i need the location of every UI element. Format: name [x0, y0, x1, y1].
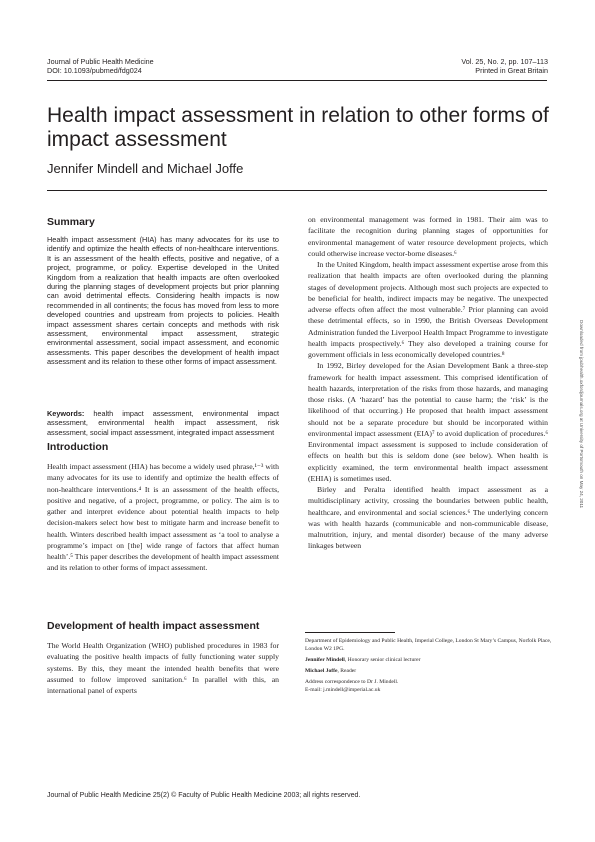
author1-name: Jennifer Mindell: [305, 657, 345, 663]
development-paragraph-1: The World Health Organization (WHO) published procedures in 1983 for evaluating the positive health impacts of fully functioning water supply systems. By this, they meant the intended health benefits that were assumed to follow improved sanitation.⁶ In parallel with this, an international panel of experts: [47, 641, 279, 695]
summary-heading: Summary: [47, 216, 95, 228]
download-side-note-text: Downloaded from jpubhealth.oxfordjournals.org at University of Portsmouth on May 24, 2011: [579, 320, 584, 509]
doi-text: DOI: 10.1093/pubmed/fdg024: [47, 66, 142, 75]
title-rule: [47, 190, 547, 191]
correspondence-text: Address correspondence to Dr J. Mindell.: [305, 679, 399, 685]
printed-info: Printed in Great Britain: [475, 66, 548, 75]
author1-line: [305, 656, 555, 664]
footnote-rule: [305, 632, 395, 633]
journal-name: Journal of Public Health Medicine: [47, 57, 154, 66]
download-side-note: [579, 320, 585, 509]
email-text: E-mail: j.mindell@imperial.ac.uk: [305, 687, 381, 693]
keywords-text: health impact assessment, environmental impact assessment, environmental health impact assessment, risk assessment, social impact assessment, integrated impact assessment: [47, 409, 279, 437]
author2-role: , Reader: [337, 668, 357, 674]
author-footnote: [305, 637, 555, 697]
author2-name: Michael Joffe: [305, 668, 338, 674]
page-footer: Journal of Public Health Medicine 25(2) © Faculty of Public Health Medicine 2003; all rights reserved.: [47, 792, 361, 799]
journal-header: [47, 57, 154, 75]
article-authors: Jennifer Mindell and Michael Joffe: [47, 161, 244, 176]
volume-info: Vol. 25, No. 2, pp. 107–113: [461, 57, 548, 66]
development-text-left: [47, 640, 279, 698]
affiliation-text: Department of Epidemiology and Public Health, Imperial College, London St Mary’s Campus, Norfolk Place, London W2 1PG.: [305, 638, 552, 652]
introduction-text: [47, 461, 279, 601]
introduction-paragraph: Health impact assessment (HIA) has become a widely used phrase,¹⁻³ with many advocates for its use to identify and optimize the health effects of non-healthcare interventions.⁴ It is an assessment of the health effects, positive and negative, of a project, programme, or policy. The aim is to gather and interpret evidence about potential health impacts to help decision-makers select how best to mitigate harm and increase benefit to health. Winters described health impact assessment as ‘a tool to analyse a programme’s impact on [the] wide range of factors that affect human health’.⁵ This paper describes the development of health impact assessment and its relation to other forms of impact assessment.: [47, 462, 279, 573]
development-paragraph-3: In 1992, Birley developed for the Asian Development Bank a three-step framework for health impact assessment. This comprised identification of health hazards, interpretation of the risks from those hazards, and managing those risks. (A ‘hazard’ has the potential to cause harm; the ‘risk’ is the likelihood of that occurring.) He proposed that health impact assessment should not be a separate procedure but should be incorporated within environmental impact assessment (EIA)⁷ to avoid duplication of procedures.⁶ Environmental impact assessment is supposed to include consideration of effects on health but this is seldom done (see below). When health is explicitly examined, the term environmental health impact assessment (EHIA) is sometimes used.: [308, 361, 548, 483]
keywords-label: Keywords:: [47, 409, 85, 418]
development-paragraph-4: Birley and Peralta identified health impact assessment as a multidisciplinary activity, crossing the boundaries between public health, healthcare, and environmental and social sciences.⁶ The underlying concern was with health hazards (communicable and non-communicable disease, malnutrition, injury, and mental disorder) because of the many adverse linkages between: [308, 485, 548, 551]
header-rule: [47, 80, 547, 81]
development-paragraph-1-continued: on environmental management was formed in 1981. Their aim was to facilitate the recognition during planning stages of opportunities for environmental management of water resource development projects, which could otherwise increase vector-borne diseases.⁶: [308, 215, 548, 258]
summary-text: [47, 235, 279, 400]
development-paragraph-2: In the United Kingdom, health impact assessment expertise arose from this realization that health impacts are often overlooked during the planning stages of development projects. Although most such projects are expected to be beneficial for health, indirect impacts may be negative. The unexpected adverse effects often affect the most vulnerable.⁷ Prior planning can avoid these detrimental effects, so in 1990, the British Overseas Development Administration funded the Liverpool Health Impact Programme to investigate health impacts prospectively.⁶ They also developed a training course for government officials in less economically developed countries.⁸: [308, 260, 548, 359]
author2-line: [305, 667, 555, 675]
summary-paragraph: Health impact assessment (HIA) has many advocates for its use to identify and optimize the health effects of non-healthcare interventions. It is an assessment of the health effects, positive and negative, of a project, programme, or policy. Expertise developed in the United Kingdom from a realization that health impacts are often overlooked during the planning stages of development projects but prior planning can avoid detrimental effects. Considering health impacts is now recommended in all continents; the focus has moved from less to more developed countries and upstream from projects to policies. Health impact assessment shares certain concepts and methods with risk assessment, environmental impact assessment, strategic environmental assessment, social impact assessment, and economic assessments. This paper describes the development of health impact assessment and its relation to these other forms of impact assessment.: [47, 235, 279, 367]
development-heading: Development of health impact assessment: [47, 620, 260, 632]
issue-header: [461, 57, 548, 75]
article-title: Health impact assessment in relation to other forms of impact assessment: [47, 104, 549, 151]
author1-role: , Honorary senior clinical lecturer: [344, 657, 421, 663]
right-column-text: [308, 214, 548, 630]
introduction-heading: Introduction: [47, 441, 109, 453]
keywords-paragraph: [47, 409, 279, 437]
